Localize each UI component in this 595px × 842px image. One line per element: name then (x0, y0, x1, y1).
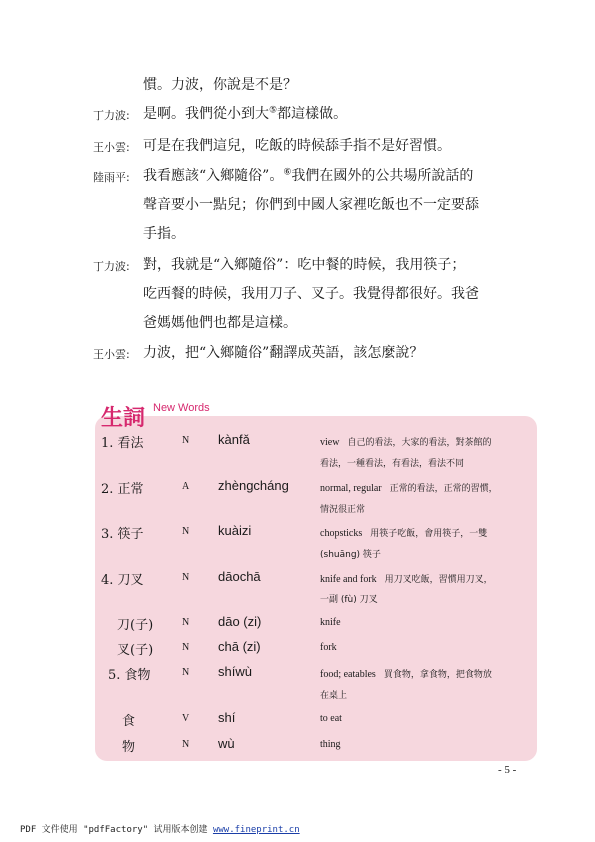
vocab-definition: fork (320, 642, 337, 653)
vocab-pos: N (182, 572, 190, 583)
vocab-example: 情況很正常 (320, 505, 366, 515)
vocab-word: 刀(子) (117, 618, 154, 633)
dialogue-text: 可是在我們這兒，吃飯的時候舔手指不是好習慣。 (143, 138, 451, 154)
dialogue-text: 吃西餐的時候，我用刀子、叉子。我覺得都很好。我爸 (143, 286, 479, 302)
dialogue-text: 聲音要小一點兒；你們到中國人家裡吃飯也不一定要舔 (143, 197, 479, 213)
vocab-example: 一副 (fù) 刀叉 (320, 595, 378, 605)
vocab-definition: knife and fork 用刀叉吃飯，習慣用刀叉， (320, 574, 493, 585)
vocab-word: 2. 正常 (101, 482, 144, 497)
vocab-pos: N (182, 617, 190, 628)
vocab-pos: N (182, 739, 190, 750)
vocab-pinyin: shí (218, 710, 236, 725)
dialogue-text: 手指。 (143, 226, 185, 242)
vocab-definition: chopsticks 用筷子吃飯，會用筷子，一雙 (320, 528, 488, 539)
dialogue-text: 我看應該“入鄉隨俗”。⑥我們在國外的公共場所說話的 (143, 167, 474, 184)
vocab-pinyin: wù (218, 736, 235, 751)
vocab-definition: normal, regular 正常的看法，正常的習慣， (320, 483, 498, 494)
vocab-word: 1. 看法 (101, 436, 144, 451)
dialogue-text: 對，我就是“入鄉隨俗”：吃中餐的時候，我用筷子； (143, 257, 466, 273)
vocabulary-title: 生詞 (101, 406, 146, 431)
footnote-marker: ⑥ (283, 167, 292, 178)
dialogue-text: 力波，把“入鄉隨俗”翻譯成英語，該怎麼說？ (143, 345, 424, 361)
vocab-example: 看法，一種看法，有看法，看法不同 (320, 459, 465, 469)
speaker-label: 王小雲: (93, 141, 130, 154)
vocab-pinyin: shíwù (218, 664, 252, 679)
vocabulary-subtitle: New Words (153, 402, 210, 414)
speaker-label: 陸雨平: (93, 171, 130, 184)
vocab-pinyin: dāo (zi) (218, 614, 262, 629)
vocab-pinyin: zhèngcháng (218, 478, 289, 493)
vocab-pinyin: chā (zi) (218, 639, 261, 654)
page-number: - 5 - (498, 764, 517, 776)
vocab-example: 用筷子吃飯，會用筷子，一雙 (370, 529, 488, 539)
vocab-pinyin: dāochā (218, 569, 261, 584)
vocab-example: 用刀叉吃飯，習慣用刀叉， (384, 575, 493, 585)
speaker-label: 王小雲: (93, 348, 130, 361)
vocab-word: 3. 筷子 (101, 527, 144, 542)
footer-text: PDF 文件使用 "pdfFactory" 试用版本创建 (20, 825, 213, 835)
vocab-word: 5. 食物 (108, 668, 151, 683)
vocab-example: 正常的看法，正常的習慣， (389, 484, 498, 494)
vocab-definition: view 自己的看法，大家的看法，對茶館的 (320, 437, 492, 448)
vocab-definition: food; eatables 買食物，拿食物，把食物放 (320, 669, 492, 680)
vocab-pos: N (182, 526, 190, 537)
vocab-example: 買食物，拿食物，把食物放 (383, 670, 492, 680)
vocab-example: 自己的看法，大家的看法，對茶館的 (347, 438, 492, 448)
vocab-pinyin: kànfǎ (218, 432, 250, 447)
speaker-label: 丁力波: (93, 260, 130, 273)
vocab-example: (shuāng) 筷子 (320, 550, 381, 560)
dialogue-text: 是啊。我們從小到大⑤都這樣做。 (143, 105, 348, 122)
footer-link[interactable]: www.fineprint.cn (212, 825, 300, 835)
dialogue-text: 慣。力波，你說是不是？ (143, 77, 297, 93)
vocabulary-panel (95, 416, 537, 761)
footnote-marker: ⑤ (269, 105, 278, 116)
vocab-pos: N (182, 642, 190, 653)
vocab-definition: to eat (320, 713, 342, 724)
vocab-definition: knife (320, 617, 341, 628)
vocab-word: 食 (122, 714, 136, 729)
dialogue-text: 爸媽媽他們也都是這樣。 (143, 315, 297, 331)
vocab-pos: V (182, 713, 190, 724)
vocab-pos: A (182, 481, 190, 492)
vocab-word: 4. 刀叉 (101, 573, 144, 588)
vocab-pos: N (182, 667, 190, 678)
speaker-label: 丁力波: (93, 109, 130, 122)
vocab-pos: N (182, 435, 190, 446)
vocab-word: 物 (122, 740, 136, 755)
vocab-word: 叉(子) (117, 643, 154, 658)
pdf-footer (20, 822, 300, 835)
vocab-definition: thing (320, 739, 341, 750)
vocab-pinyin: kuàizi (218, 523, 252, 538)
vocab-example: 在桌上 (320, 691, 348, 701)
